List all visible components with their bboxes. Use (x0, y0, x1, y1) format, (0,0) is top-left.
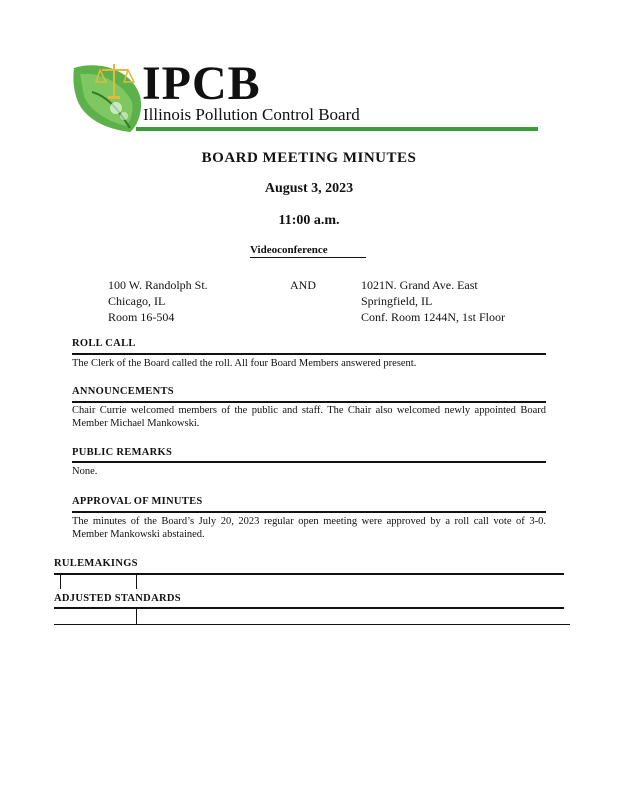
springfield-address-line-2: Springfield, IL (361, 294, 433, 308)
approval-divider (72, 511, 546, 513)
announcements-heading: ANNOUNCEMENTS (72, 386, 174, 397)
logo-subtitle: Illinois Pollution Control Board (143, 105, 360, 124)
public-remarks-heading: PUBLIC REMARKS (72, 447, 173, 458)
rulemakings-divider (54, 573, 564, 575)
rulemakings-table-left-border (60, 575, 61, 589)
springfield-address-line-1: 1021N. Grand Ave. East (361, 278, 478, 292)
adjusted-standards-heading: ADJUSTED STANDARDS (54, 593, 181, 604)
venue-underline (250, 257, 366, 258)
ipcb-logo-leaf-icon (70, 56, 146, 134)
roll-call-text: The Clerk of the Board called the roll. All four Board Members answered present. (72, 358, 417, 369)
meeting-venue: Videoconference (250, 244, 328, 256)
meeting-date: August 3, 2023 (264, 181, 354, 196)
roll-call-heading: ROLL CALL (72, 338, 136, 349)
chicago-address-line-3: Room 16-504 (108, 310, 175, 324)
meeting-time: 11:00 a.m. (278, 213, 340, 228)
adjusted-standards-table-bottom-border (54, 624, 570, 625)
rulemakings-heading: RULEMAKINGS (54, 558, 138, 569)
public-remarks-text: None. (72, 466, 98, 477)
page-title: BOARD MEETING MINUTES (201, 150, 417, 166)
adjusted-standards-divider (54, 607, 564, 609)
springfield-address-line-3: Conf. Room 1244N, 1st Floor (361, 310, 506, 324)
roll-call-divider (72, 353, 546, 355)
adjusted-standards-table-column-divider (136, 609, 137, 624)
logo-title: IPCB (142, 57, 261, 110)
rulemakings-table-column-divider (136, 575, 137, 589)
approval-heading: APPROVAL OF MINUTES (72, 496, 203, 507)
chicago-address-line-2: Chicago, IL (108, 294, 166, 308)
public-remarks-divider (72, 461, 546, 463)
announcements-text: Chair Currie welcomed members of the public and staff. The Chair also welcomed newly appointed Board Member Michael Mankowski. (72, 405, 546, 429)
logo-divider (136, 127, 538, 131)
approval-text: The minutes of the Board’s July 20, 2023 regular open meeting were approved by a roll call vote of 3-0. Member Mankowski abstained. (72, 516, 546, 540)
address-connector: AND (290, 278, 316, 292)
announcements-divider (72, 401, 546, 403)
chicago-address-line-1: 100 W. Randolph St. (108, 278, 208, 292)
